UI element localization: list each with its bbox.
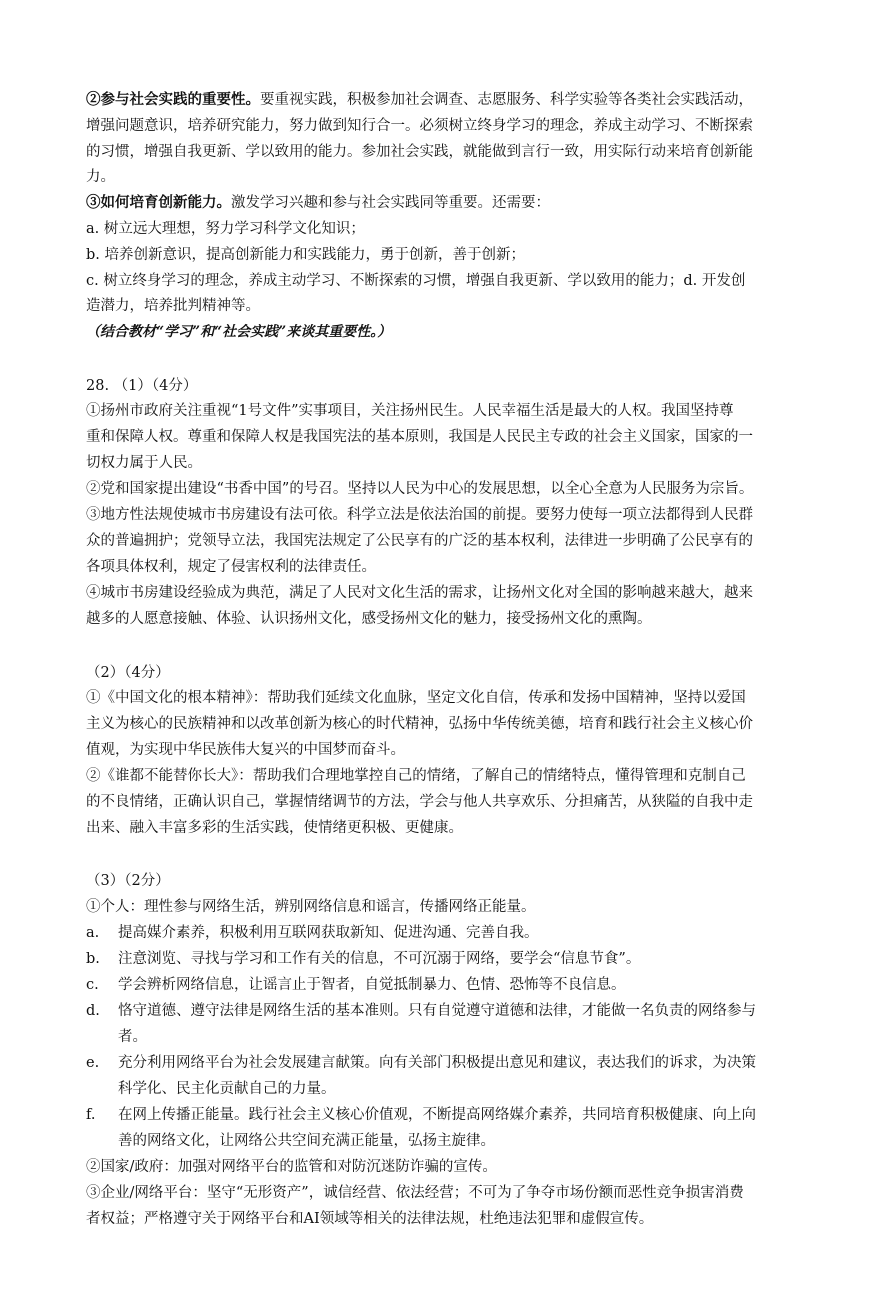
list-item: 恪守道德、遵守法律是网络生活的基本准则。只有自觉遵守道德和法律，才能做一名负责的网络参与 xyxy=(118,1003,756,1019)
list-item: 在网上传播正能量。践行社会主义核心价值观，不断提高网络媒介素养，共同培育积极健康、向上向 xyxy=(118,1107,756,1123)
list-marker: a. xyxy=(86,925,100,941)
paragraph-line: 者权益；严格遵守关于网络平台和AI领域等相关的法律法规，杜绝违法犯罪和虚假宣传。 xyxy=(86,1211,654,1227)
list-marker: d. xyxy=(86,1003,100,1019)
paragraph-line: ③企业/网络平台：坚守“无形资产”，诚信经营、依法经营；不可为了争夺市场份额而恶性竞争损害消费 xyxy=(86,1185,744,1201)
list-item-continuation: 者。 xyxy=(118,1029,147,1045)
list-item-continuation: 科学化、民主化贡献自己的力量。 xyxy=(118,1081,336,1097)
list-item: 提高媒介素养，积极利用互联网获取新知、促进沟通、完善自我。 xyxy=(118,925,539,941)
paragraph-line: 切权力属于人民。 xyxy=(86,455,202,471)
paragraph-line: ②参与社会实践的重要性。要重视实践，积极参加社会调查、志愿服务、科学实验等各类社会实践活动， xyxy=(86,91,753,108)
section-heading: ③如何培育创新能力。 xyxy=(86,194,231,211)
paragraph-line: ②党和国家提出建设“书香中国”的号召。坚持以人民为中心的发展思想，以全心全意为人民服务为宗旨。 xyxy=(86,481,754,497)
paragraph-line: ②《谁都不能替你长大》：帮助我们合理地掌控自己的情绪，了解自己的情绪特点，懂得管理和克制自己 xyxy=(86,768,746,784)
paragraph-line: 值观，为实现中华民族伟大复兴的中国梦而奋斗。 xyxy=(86,742,405,758)
paragraph-line: 出来、融入丰富多彩的生活实践，使情绪更积极、更健康。 xyxy=(86,820,463,836)
list-item: 学会辨析网络信息，让谣言止于智者，自觉抵制暴力、色情、恐怖等不良信息。 xyxy=(118,977,626,993)
paragraph-line: ①个人：理性参与网络生活，辨别网络信息和谣言，传播网络正能量。 xyxy=(86,899,536,915)
question-heading: （3）（2分） xyxy=(86,873,170,889)
note: （结合教材“学习”和“社会实践”来谈其重要性。） xyxy=(86,324,392,340)
list-item: b. 培养创新意识，提高创新能力和实践能力，勇于创新，善于创新； xyxy=(86,247,525,263)
question-heading: （2）（4分） xyxy=(86,665,170,681)
paragraph-line: 重和保障人权。尊重和保障人权是我国宪法的基本原则，我国是人民民主专政的社会主义国家，国家的一 xyxy=(86,429,753,445)
paragraph-line: 众的普遍拥护；党领导立法，我国宪法规定了公民享有的广泛的基本权利，法律进一步明确了公民享有的 xyxy=(86,533,753,549)
paragraph-line: ③地方性法规使城市书房建设有法可依。科学立法是依法治国的前提。要努力使每一项立法都得到人民群 xyxy=(86,507,753,523)
paragraph-line: 造潜力，培养批判精神等。 xyxy=(86,298,260,314)
list-item: c. 树立终身学习的理念，养成主动学习、不断探索的习惯，增强自我更新、学以致用的能力；d. 开发创 xyxy=(86,273,746,289)
paragraph-line: 主义为核心的民族精神和以改革创新为核心的时代精神，弘扬中华传统美德，培育和践行社会主义核心价 xyxy=(86,716,753,732)
paragraph-line: 力。 xyxy=(86,169,115,185)
list-marker: e. xyxy=(86,1055,100,1071)
list-marker: b. xyxy=(86,951,100,967)
section-heading: ②参与社会实践的重要性。 xyxy=(86,91,260,108)
paragraph-line: ②国家/政府：加强对网络平台的监管和对防沉迷防诈骗的宣传。 xyxy=(86,1159,497,1175)
list-marker: f. xyxy=(86,1107,96,1123)
paragraph-line: 的不良情绪，正确认识自己，掌握情绪调节的方法，学会与他人共享欢乐、分担痛苦，从狭隘的自我中走 xyxy=(86,794,753,810)
question-heading: 28. （1）（4分） xyxy=(86,378,198,394)
list-item: 注意浏览、寻找与学习和工作有关的信息，不可沉溺于网络，要学会“信息节食”。 xyxy=(118,951,641,967)
paragraph-line: ④城市书房建设经验成为典范，满足了人民对文化生活的需求，让扬州文化对全国的影响越来越大，越来 xyxy=(86,585,753,601)
paragraph-line: 增强问题意识，培养研究能力，努力做到知行合一。必须树立终身学习的理念，养成主动学习、不断探索 xyxy=(86,118,753,134)
paragraph-line: 越多的人愿意接触、体验、认识扬州文化，感受扬州文化的魅力，接受扬州文化的熏陶。 xyxy=(86,611,652,627)
list-marker: c. xyxy=(86,977,99,993)
list-item-continuation: 善的网络文化，让网络公共空间充满正能量，弘扬主旋律。 xyxy=(118,1133,495,1149)
paragraph-line: ①扬州市政府关注重视“1号文件”实事项目，关注扬州民生。人民幸福生活是最大的人权。我国坚持尊 xyxy=(86,403,734,419)
paragraph-line: 各项具体权利，规定了侵害权利的法律责任。 xyxy=(86,559,376,575)
paragraph-line: 的习惯，增强自我更新、学以致用的能力。参加社会实践，就能做到言行一致，用实际行动来培育创新能 xyxy=(86,144,753,160)
list-item: 充分利用网络平台为社会发展建言献策。向有关部门积极提出意见和建议，表达我们的诉求，为决策 xyxy=(118,1055,756,1071)
list-item: a. 树立远大理想，努力学习科学文化知识； xyxy=(86,221,365,237)
paragraph-line: ①《中国文化的根本精神》：帮助我们延续文化血脉，坚定文化自信，传承和发扬中国精神，坚持以爱国 xyxy=(86,690,746,706)
paragraph-line: ③如何培育创新能力。激发学习兴趣和参与社会实践同等重要。还需要： xyxy=(86,194,550,211)
